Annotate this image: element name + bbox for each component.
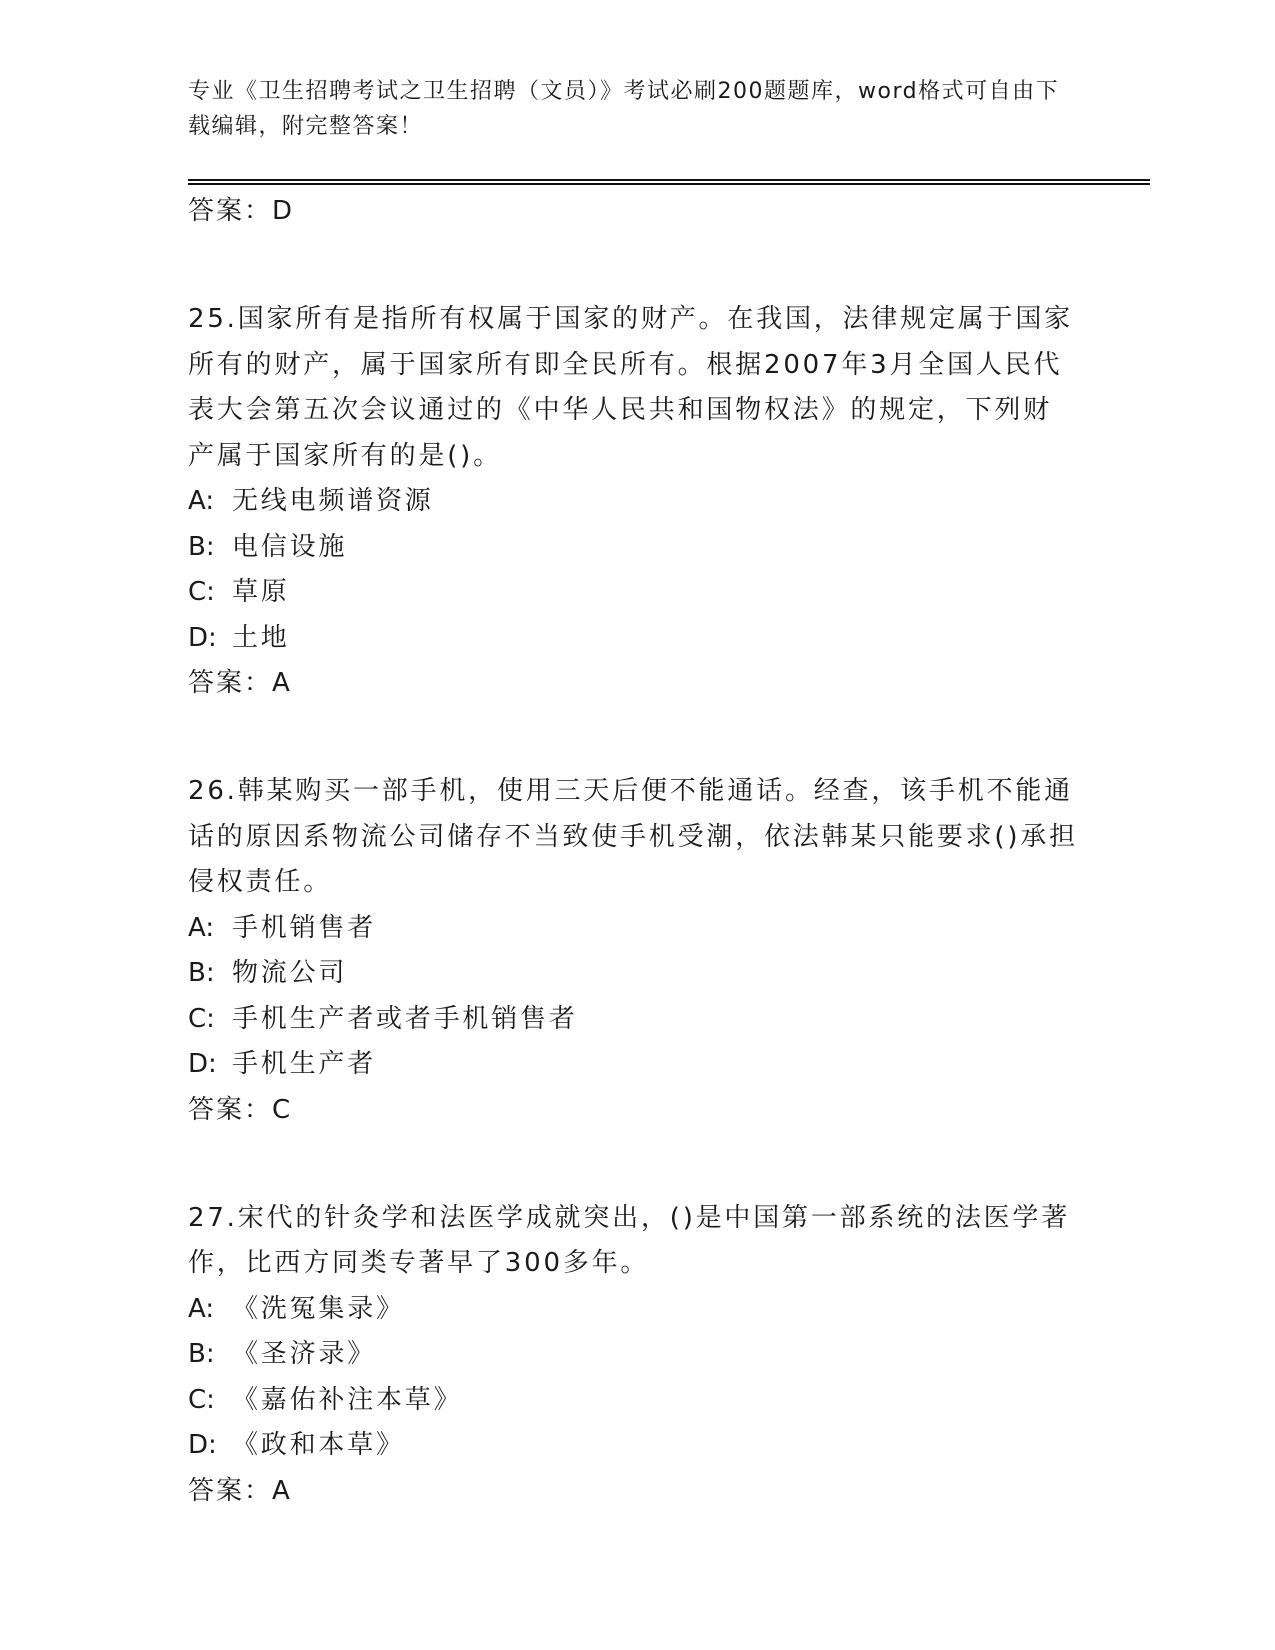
option-d — [188, 1042, 1078, 1088]
option-text: 物流公司 — [232, 958, 348, 988]
question-27 — [188, 1196, 1078, 1513]
question-list — [188, 189, 1078, 1513]
option-text: 无线电频谱资源 — [232, 486, 434, 516]
answer-line: 答案：A — [188, 1475, 292, 1506]
option-text: 手机生产者 — [232, 1049, 377, 1079]
option-text: 土地 — [232, 622, 290, 653]
option-letter: B: — [188, 531, 215, 562]
option-d — [188, 616, 1078, 662]
option-text: 草原 — [232, 577, 290, 607]
option-letter: A: — [188, 486, 215, 516]
option-text: 手机销售者 — [232, 912, 377, 943]
option-text: 《嘉佑补注本草》 — [232, 1384, 463, 1415]
document-header: 专业《卫生招聘考试之卫生招聘（文员）》考试必刷200题题库，word格式可自由下载编辑，附完整答案！ — [188, 79, 1060, 139]
question-text: 27.宋代的针灸学和法医学成就突出，()是中国第一部系统的法医学著作，比西方同类专著早了300多年。 — [188, 1202, 1071, 1278]
answer-line: 答案：A — [188, 668, 292, 698]
option-b — [188, 951, 1078, 997]
option-d — [188, 1423, 1078, 1469]
option-text: 《政和本草》 — [232, 1430, 405, 1460]
question-text: 25.国家所有是指所有权属于国家的财产。在我国，法律规定属于国家所有的财产，属于国家所有即全民所有。根据2007年3月全国人民代表大会第五次会议通过的《中华人民共和国物权法》的规定，下列财产属于国家所有的是()。 — [188, 304, 1073, 471]
option-letter: C: — [188, 577, 215, 607]
option-b — [188, 1332, 1078, 1378]
answer-line: 答案：C — [188, 1094, 293, 1125]
option-letter: D: — [188, 1049, 217, 1079]
option-text: 手机生产者或者手机销售者 — [232, 1003, 578, 1034]
option-a — [188, 906, 1078, 952]
option-letter: A: — [188, 1293, 215, 1324]
option-c — [188, 997, 1078, 1043]
option-b — [188, 525, 1078, 571]
option-letter: C: — [188, 1003, 215, 1034]
option-c — [188, 570, 1078, 616]
option-text: 电信设施 — [232, 531, 348, 562]
previous-question-answer: 答案：D — [188, 196, 295, 226]
option-letter: D: — [188, 622, 217, 653]
option-letter: A: — [188, 912, 215, 943]
option-letter: B: — [188, 958, 215, 988]
question-text: 26.韩某购买一部手机，使用三天后便不能通话。经查，该手机不能通话的原因系物流公司储存不当致使手机受潮，依法韩某只能要求()承担侵权责任。 — [188, 776, 1078, 897]
option-text: 《洗冤集录》 — [232, 1293, 405, 1324]
option-letter: B: — [188, 1339, 215, 1369]
option-a — [188, 1287, 1078, 1333]
option-letter: C: — [188, 1384, 215, 1415]
option-letter: D: — [188, 1430, 217, 1460]
option-c — [188, 1378, 1078, 1424]
option-a — [188, 479, 1078, 525]
option-text: 《圣济录》 — [232, 1339, 377, 1369]
question-25 — [188, 297, 1078, 705]
header-divider-top — [188, 179, 1150, 181]
question-26 — [188, 769, 1078, 1132]
header-divider-bottom — [188, 183, 1150, 185]
